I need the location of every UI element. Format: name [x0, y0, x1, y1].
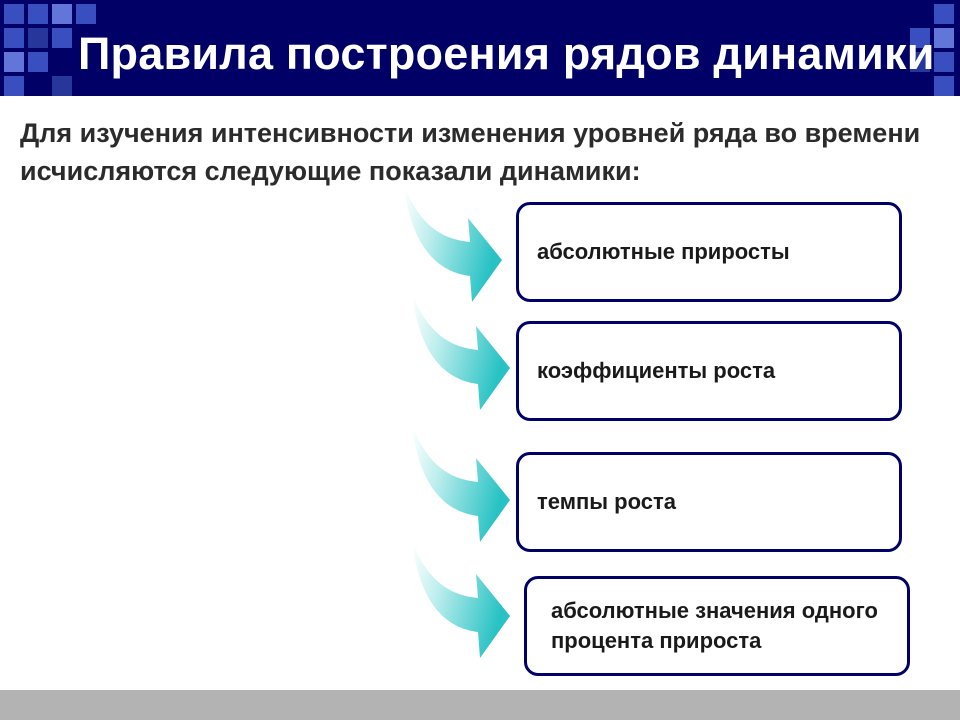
slide-header: [0, 0, 960, 96]
curved-arrow-icon: [408, 292, 518, 412]
curved-arrow-icon: [400, 184, 510, 304]
item-label: абсолютные значения одного процента прироста: [551, 598, 878, 653]
intro-text: Для изучения интенсивности изменения уровней ряда во времени исчисляются следующие показали динамики:: [20, 118, 921, 186]
item-label: темпы роста: [537, 489, 677, 514]
footer-bar: [0, 690, 960, 720]
item-label: коэффициенты роста: [537, 358, 776, 383]
list-item: [516, 452, 902, 552]
list-item: [524, 576, 910, 676]
curved-arrow-icon: [408, 424, 518, 544]
page-title: Правила построения рядов динамики: [78, 28, 935, 79]
list-item: [516, 202, 902, 302]
item-label: абсолютные приросты: [537, 239, 790, 264]
curved-arrow-icon: [408, 540, 518, 660]
list-item: [516, 321, 902, 421]
